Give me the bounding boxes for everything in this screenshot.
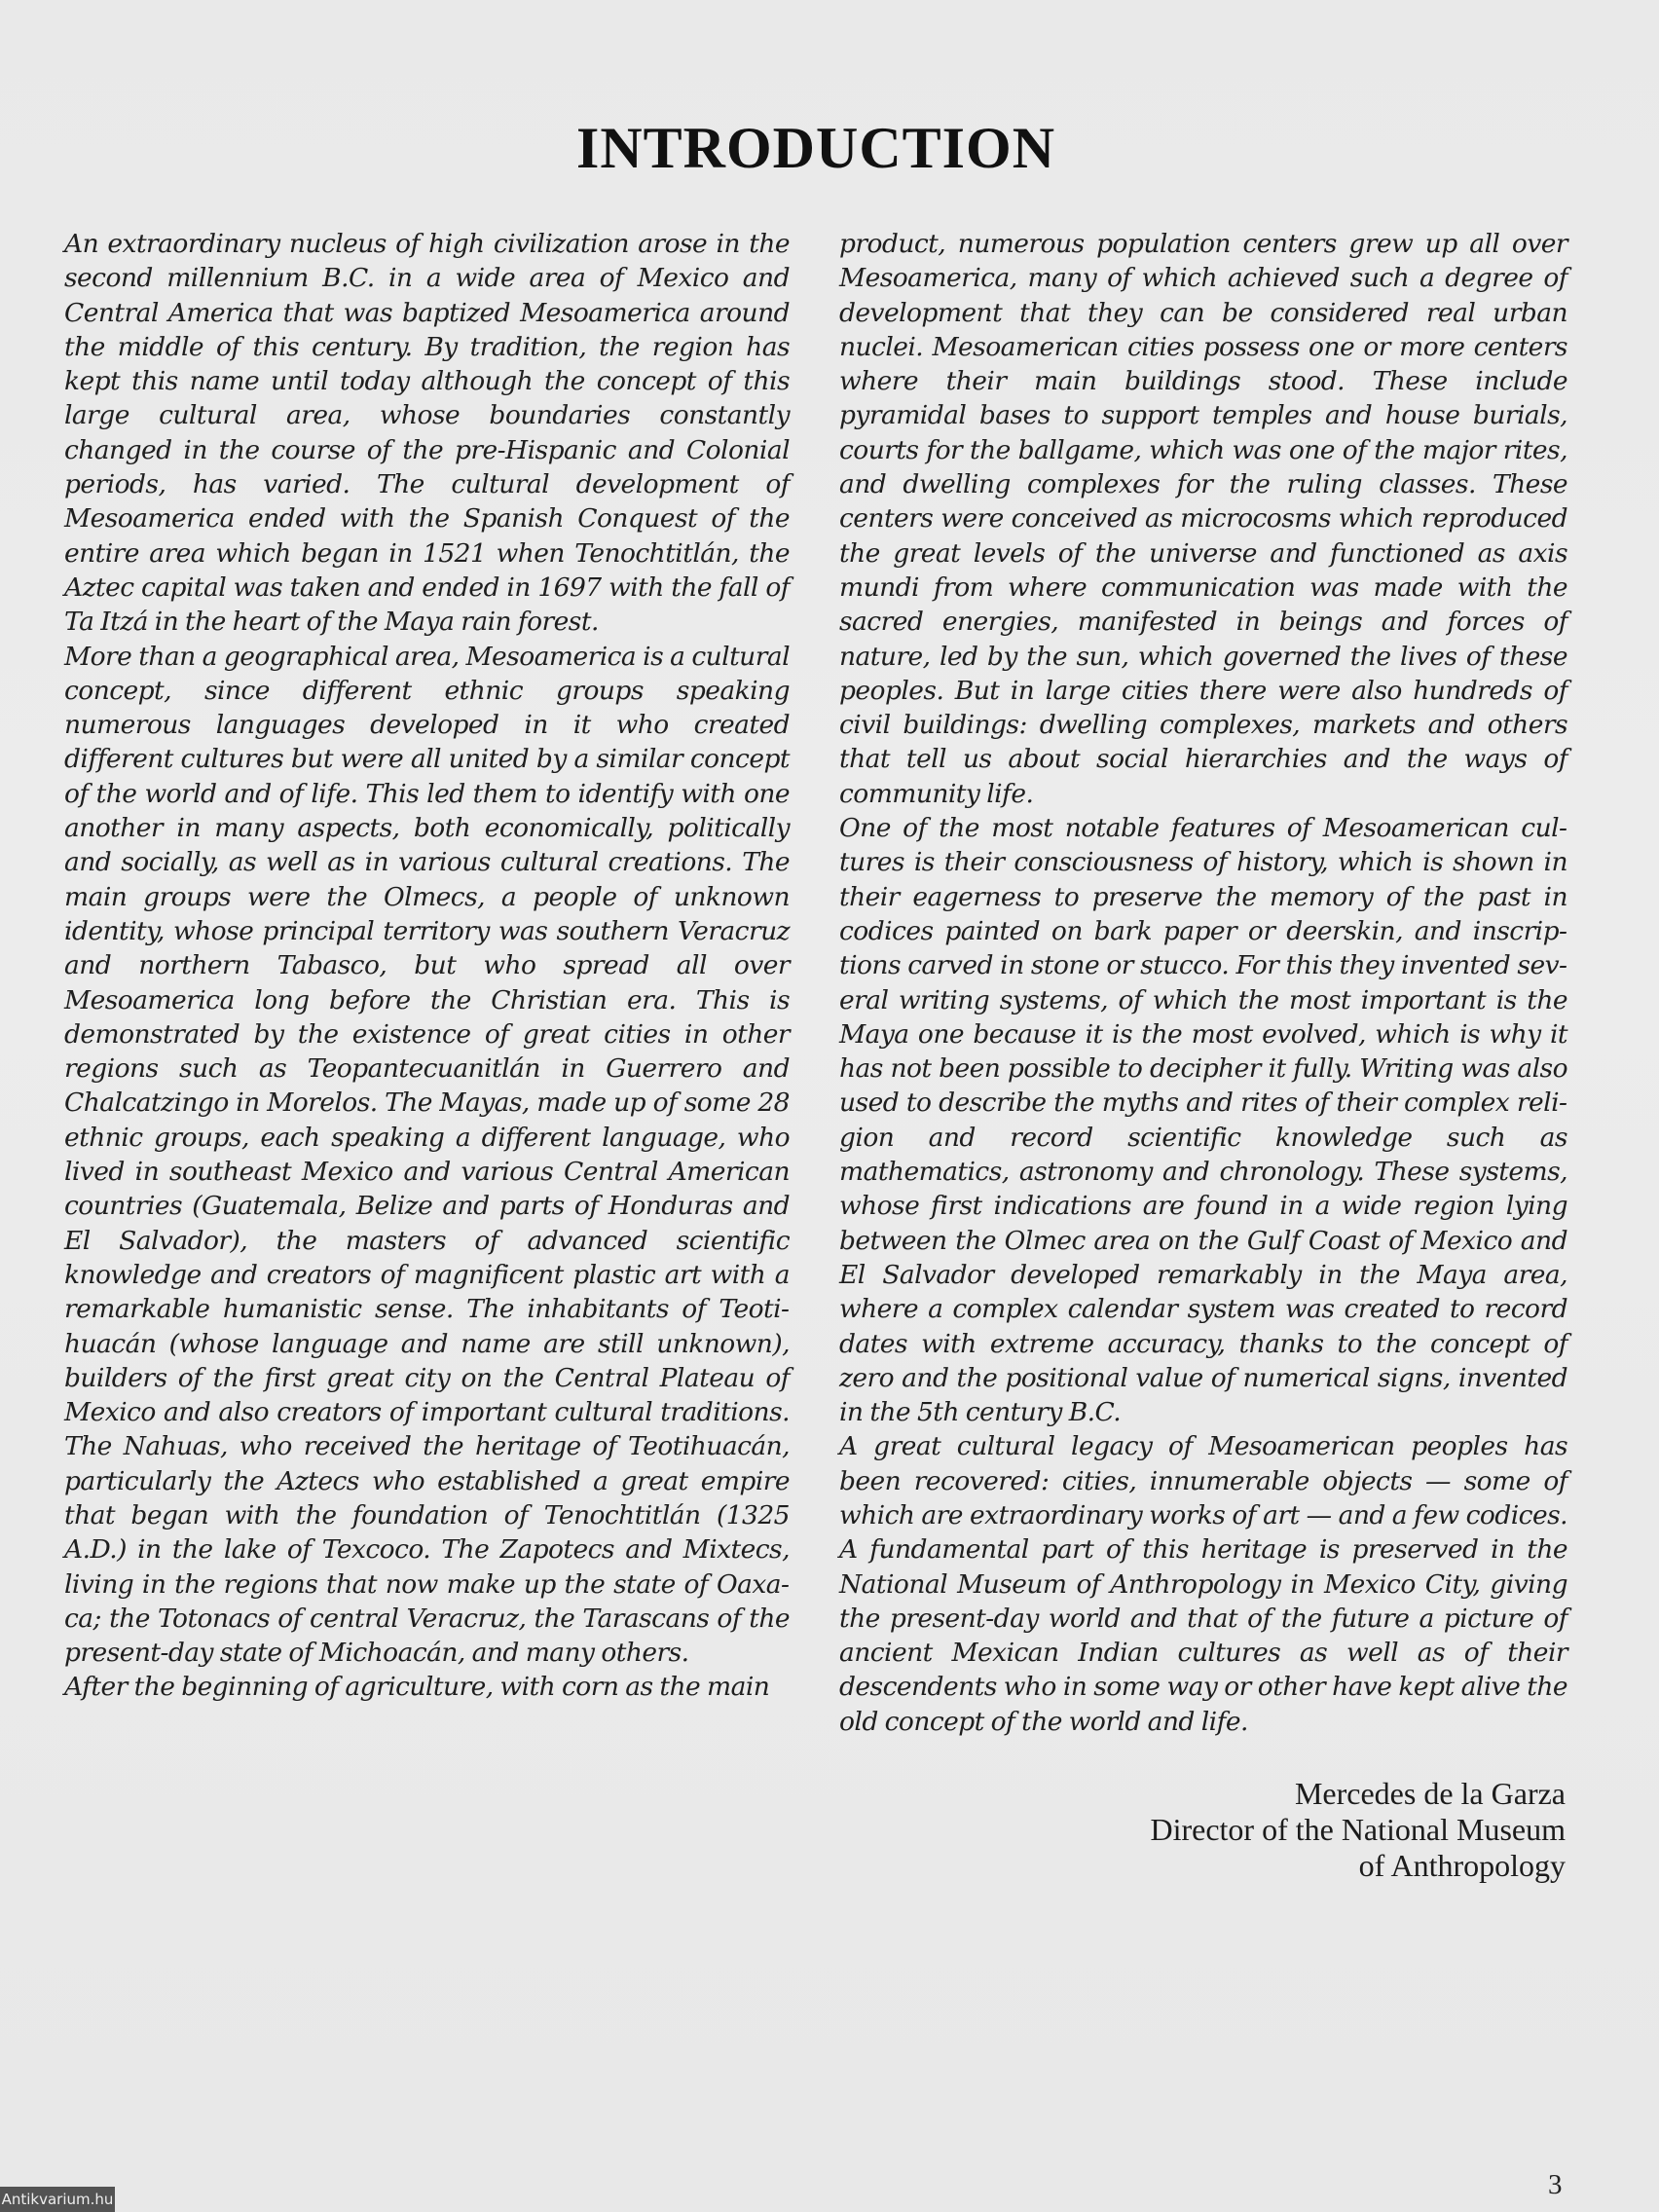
author-role-line2: of Anthropology	[1358, 1848, 1566, 1883]
page-number: 3	[1548, 2169, 1563, 2200]
paragraph: After the beginning of agriculture, with corn as the main	[64, 1672, 770, 1703]
left-column	[64, 227, 790, 1705]
paragraph: An extraordinary nucleus of high civilization arose in the second millennium B.C. in a wide area of Mexico and Central America that was baptized Mesoamerica around the middle of this century. By tradition, the region has kept this name until today although the concept of this large cultural area, whose boundaries constantly changed in the course of the pre-Hispanic and Colonial periods, has varied. The cultural development of Mesoamerica ended with the Spanish Conquest of the entire area which began in 1521 when Tenochtitlán, the Aztec capital was taken and ended in 1697 with the fall of Ta Itzá in the heart of the Maya rain forest.	[64, 229, 790, 638]
paragraph: One of the most notable features of Mesoamerican cultures is their consciousness of history, which is shown in their eagerness to preserve the memory of the past in codices painted on bark paper or deerskin, and inscriptions carved in stone or stucco. For this they invented several writing systems, of which the most important is the Maya one because it is the most evolved, which is why it has not been possible to decipher it fully. Writing was also used to describe the myths and rites of their complex religion and record scientific knowledge such as mathematics, astronomy and chronology. These systems, whose first indications are found in a wide region lying between the Olmec area on the Gulf Coast of Mexico and El Salvador developed remarkably in the Maya area, where a complex calendar system was created to record dates with extreme accuracy, thanks to the concept of zero and the positional value of numerical signs, invented in the 5th century B.C.	[839, 813, 1567, 1428]
author-role-line1: Director of the National Museum	[1150, 1812, 1566, 1847]
watermark: Antikvarium.hu	[0, 2187, 115, 2212]
paragraph: product, numerous population centers grew up all over Mesoamerica, many of which achieved such a degree of development that they can be considered real urban nuclei. Mesoamerican cities possess one or more centers where their main buildings stood. These include pyramidal bases to support temples and house burials, courts for the ballgame, which was one of the major rites, and dwelling complexes for the ruling classes. These centers were conceived as microcosms which reproduced the great levels of the universe and functioned as axis mundi from where communication was made with the sacred energies, manifested in beings and forces of nature, led by the sun, which governed the lives of these peoples. But in large cities there were also hundreds of civil buildings: dwelling complexes, markets and others that tell us about social hierarchies and the ways of community life.	[839, 229, 1567, 809]
paragraph: More than a geographical area, Mesoamerica is a cultural concept, since different ethnic groups speaking numerous languages developed in it who created different cultures but were all united by a similar concept of the world and of life. This led them to identify with one another in many aspects, both economically, politically and socially, as well as in various cultural creations. The main groups were the Olmecs, a people of unknown identity, whose principal territory was southern Veracruz and northern Tabasco, but who spread all over Mesoamerica long before the Christian era. This is demonstrated by the existence of great cities in other regions such as Teopantecuanitlán in Guerrero and Chalcatzingo in Morelos. The Mayas, made up of some 28 ethnic groups, each speaking a different language, who lived in southeast Mexico and various Central American countries (Guatemala, Belize and parts of Honduras and El Salvador), the masters of advanced scientific knowledge and creators of magnificent plastic art with a remarkable humanistic sense. The inhabitants of Teotihuacán (whose language and name are still unknown), builders of the first great city on the Central Plateau of Mexico and also creators of important cultural traditions. The Nahuas, who received the heritage of Teotihuacán, particularly the Aztecs who established a great empire that began with the foundation of Tenochtitlán (1325 A.D.) in the lake of Texcoco. The Zapotecs and Mixtecs, living in the regions that now make up the state of Oaxaca; the Totonacs of central Veracruz, the Tarascans of the present-day state of Michoacán, and many others.	[64, 641, 790, 1669]
page-title: INTRODUCTION	[575, 116, 1056, 180]
author-name: Mercedes de la Garza	[1294, 1776, 1566, 1811]
paragraph: A great cultural legacy of Mesoamerican peoples has been recovered: cities, innumerable objects — some of which are extraordinary works of art — and a few codices. A fundamental part of this heritage is preserved in the National Museum of Anthropology in Mexico City, giving the present-day world and that of the future a picture of ancient Mexican Indian cultures as well as of their descendents who in some way or other have kept alive the old concept of the world and life.	[839, 1431, 1567, 1737]
signature-block	[1150, 1776, 1566, 1884]
right-column	[839, 227, 1567, 1739]
